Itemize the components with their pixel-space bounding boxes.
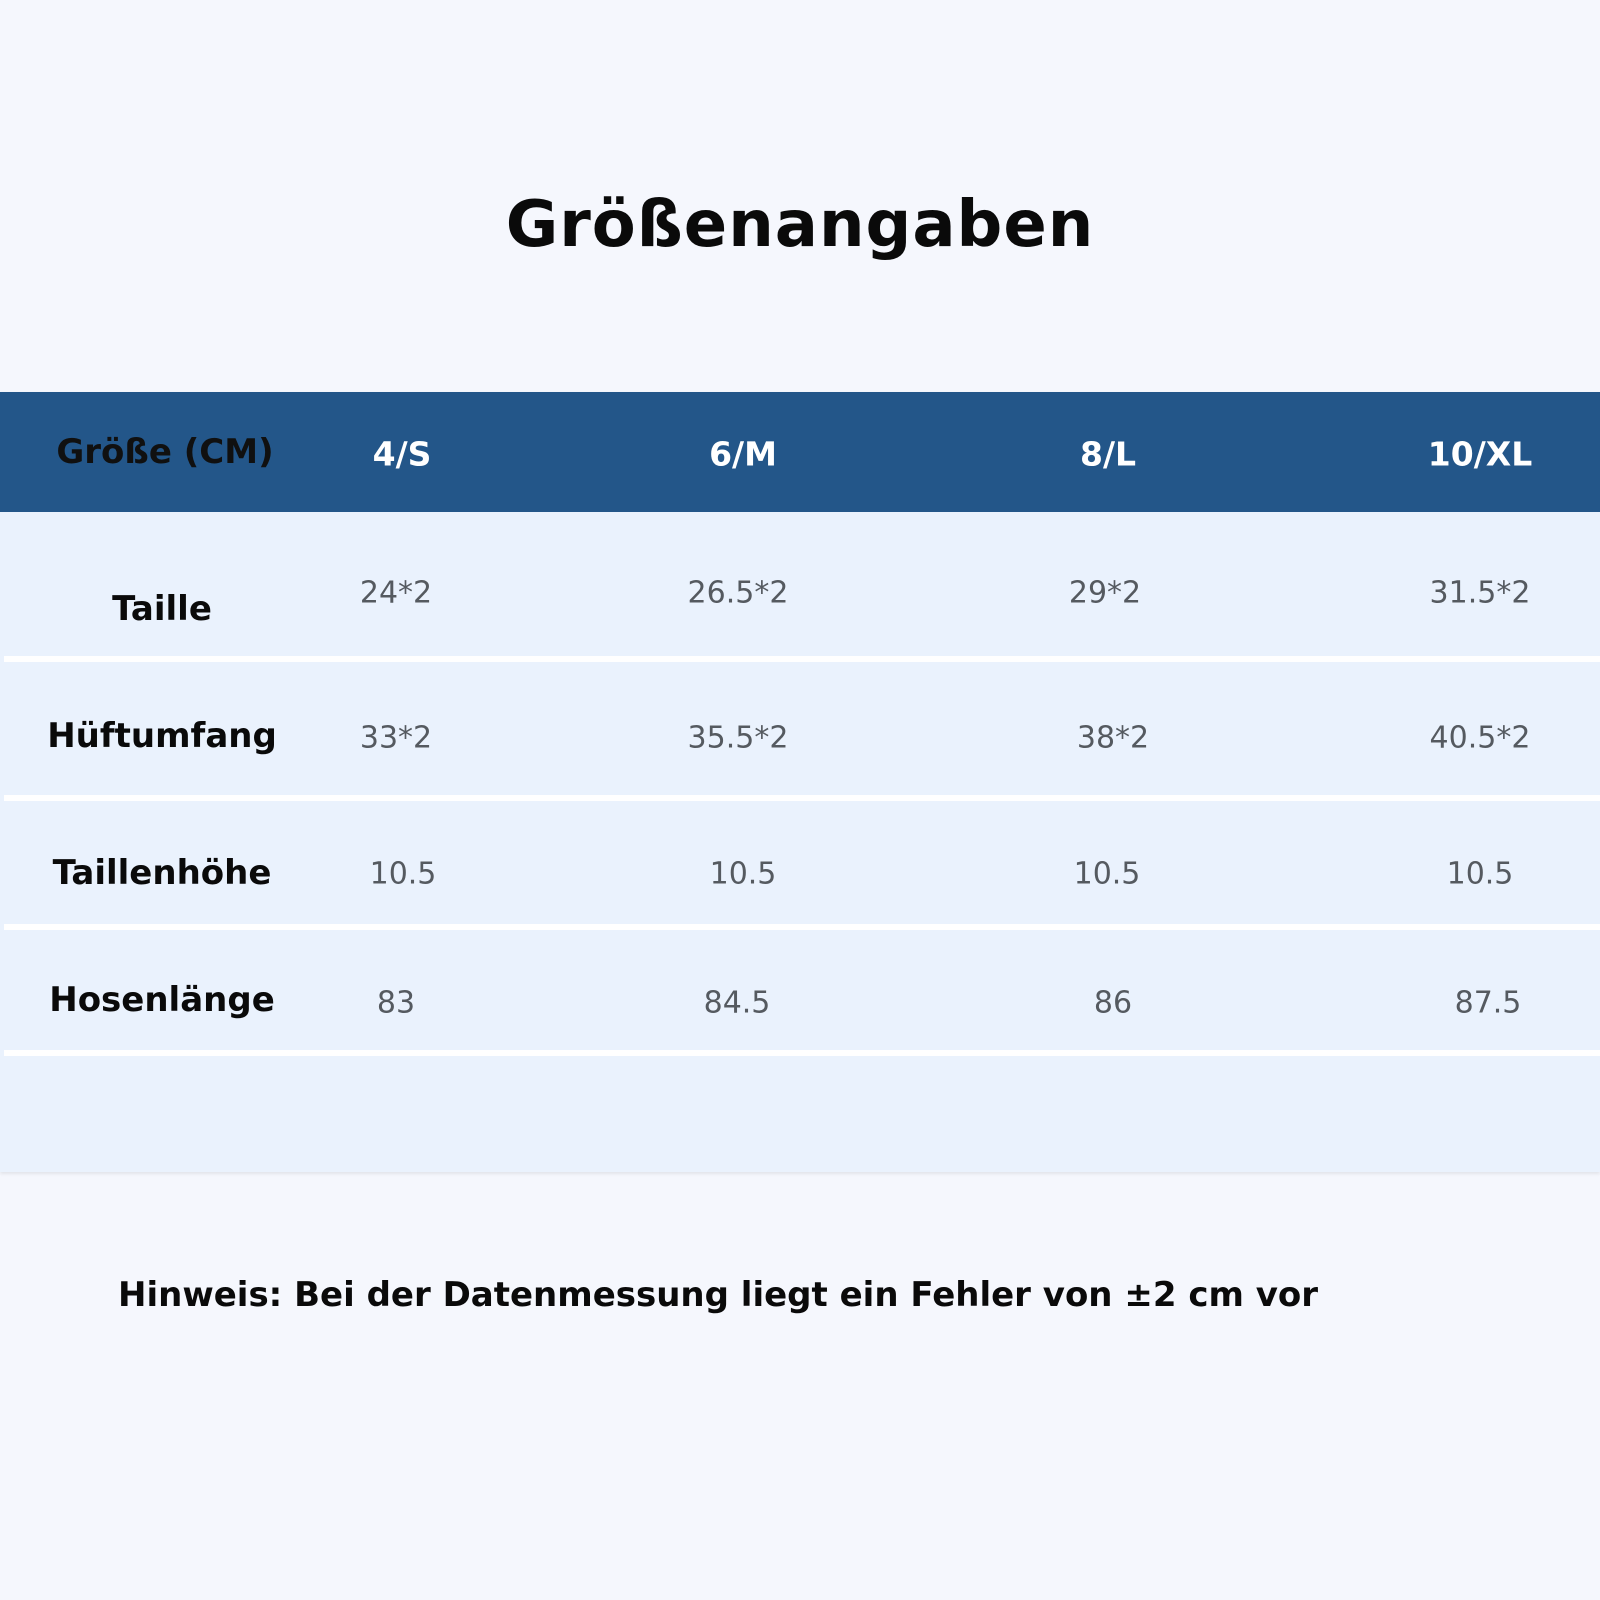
header-size-l: 8/L: [1079, 434, 1137, 474]
row-divider: [4, 924, 1600, 930]
header-size-m: 6/M: [709, 434, 777, 474]
table-cell: 29*2: [1068, 575, 1142, 611]
table-cell: 40.5*2: [1429, 720, 1531, 756]
table-cell: 87.5: [1454, 985, 1522, 1021]
header-size-xl: 10/XL: [1427, 434, 1533, 474]
measurement-note: Hinweis: Bei der Datenmessung liegt ein Fehler von ±2 cm vor: [118, 1275, 1319, 1315]
row-divider: [4, 656, 1600, 662]
table-cell: 83: [376, 985, 416, 1021]
row-label-hip: Hüftumfang: [47, 716, 277, 756]
table-cell: 26.5*2: [687, 575, 789, 611]
table-cell: 31.5*2: [1429, 575, 1531, 611]
table-cell: 84.5: [703, 985, 771, 1021]
table-cell: 10.5: [369, 856, 437, 892]
row-label-waist-height: Taillenhöhe: [52, 853, 272, 893]
header-size-s: 4/S: [372, 434, 432, 474]
row-divider: [4, 1050, 1600, 1056]
table-cell: 33*2: [359, 720, 433, 756]
row-label-pants-length: Hosenlänge: [49, 980, 275, 1020]
size-table: [0, 392, 1600, 1172]
page-title: Größenangaben: [505, 188, 1095, 262]
table-cell: 38*2: [1076, 720, 1150, 756]
header-label-size-cm: Größe (CM): [56, 432, 274, 472]
table-cell: 10.5: [709, 856, 777, 892]
table-cell: 35.5*2: [687, 720, 789, 756]
row-label-waist: Taille: [112, 589, 212, 629]
table-cell: 10.5: [1073, 856, 1141, 892]
table-cell: 10.5: [1446, 856, 1514, 892]
table-cell: 86: [1093, 985, 1133, 1021]
row-divider: [4, 795, 1600, 801]
table-cell: 24*2: [359, 575, 433, 611]
table-header-row: [0, 392, 1600, 512]
